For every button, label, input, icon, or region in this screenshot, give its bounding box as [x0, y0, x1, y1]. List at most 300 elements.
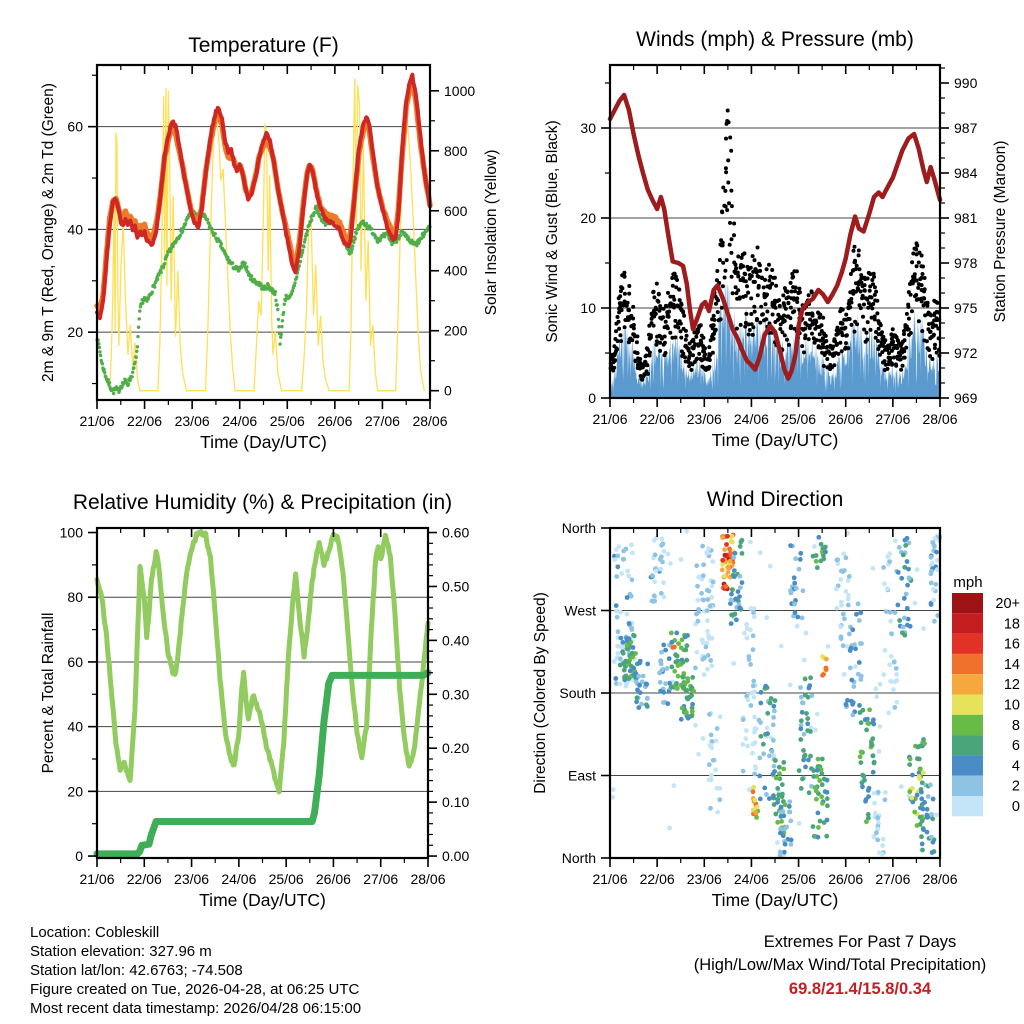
direction-dot [931, 598, 936, 603]
x-tick-label: 27/06 [875, 871, 911, 887]
gust-dot [734, 266, 738, 270]
direction-dot [622, 668, 627, 673]
x-tick-label: 27/06 [875, 411, 911, 427]
gust-dot [757, 286, 761, 290]
gust-dot [905, 312, 909, 316]
direction-dot [645, 696, 650, 701]
gust-dot [672, 298, 676, 302]
direction-dot [699, 591, 704, 596]
y-tick-label-right: 0.50 [442, 578, 470, 595]
direction-dot [708, 604, 713, 609]
direction-dot [769, 696, 774, 701]
gust-dot [743, 272, 747, 276]
direction-dot [734, 617, 739, 622]
dewpoint-dot [277, 325, 280, 328]
direction-dot [919, 834, 924, 839]
direction-dot [887, 551, 892, 556]
dewpoint-dot [282, 311, 285, 314]
rainfall-line [97, 673, 428, 854]
direction-dot [685, 676, 690, 681]
direction-dot [802, 732, 807, 737]
direction-dot [901, 553, 906, 558]
gust-dot [753, 310, 757, 314]
direction-dot [744, 622, 749, 627]
direction-dot [816, 825, 821, 830]
direction-dot [748, 540, 753, 545]
direction-dot [871, 753, 876, 758]
gust-dot [670, 276, 674, 280]
direction-dot [835, 558, 840, 563]
direction-dot [905, 583, 910, 588]
dir-tick-label: North [561, 520, 596, 536]
gust-dot [626, 301, 630, 305]
gust-dot [841, 308, 845, 312]
direction-dot [619, 571, 624, 576]
direction-dot [847, 574, 852, 579]
direction-dot [894, 666, 899, 671]
gust-dot [767, 279, 771, 283]
dewpoint-dot [112, 392, 115, 395]
direction-dot [684, 689, 689, 694]
direction-dot [621, 651, 626, 656]
x-tick-label: 26/06 [828, 411, 864, 427]
gust-dot [721, 243, 725, 247]
direction-dot [757, 718, 762, 723]
direction-dot [856, 601, 861, 606]
colorbar-swatch [952, 776, 983, 796]
direction-dot [852, 642, 857, 647]
direction-dot [883, 797, 888, 802]
footer-timestamp: Most recent data timestamp: 2026/04/28 06:15:00 [30, 1000, 362, 1017]
gust-dot [794, 286, 798, 290]
gust-dot [788, 316, 792, 320]
direction-dot [700, 638, 705, 643]
gust-dot [800, 344, 804, 348]
gust-dot [814, 319, 818, 323]
colorbar-label: 12 [1003, 677, 1020, 694]
gust-dot [821, 316, 825, 320]
direction-dot [902, 596, 907, 601]
gust-dot [915, 264, 919, 268]
gust-dot [824, 334, 828, 338]
direction-dot [733, 551, 738, 556]
direction-dot [799, 695, 804, 700]
direction-dot [749, 691, 754, 696]
direction-dot [741, 769, 746, 774]
direction-dot [752, 730, 757, 735]
gust-dot [773, 276, 777, 280]
gust-dot [866, 277, 870, 281]
y-tick-label-right: 0 [444, 382, 452, 399]
direction-dot [851, 684, 856, 689]
direction-dot [866, 794, 871, 799]
direction-dot [902, 565, 907, 570]
x-axis-title: Time (Day/UTC) [711, 890, 839, 910]
direction-dot [752, 798, 757, 803]
gust-dot [881, 335, 885, 339]
direction-dot [844, 702, 849, 707]
gust-dot [778, 304, 782, 308]
gust-dot [820, 323, 824, 327]
direction-dot [637, 661, 642, 666]
gust-dot [815, 338, 819, 342]
direction-dot [842, 616, 847, 621]
direction-dot [668, 561, 673, 566]
direction-dot [834, 587, 839, 592]
gust-dot [868, 289, 872, 293]
gust-dot [679, 329, 683, 333]
direction-dot [881, 672, 886, 677]
y-tick-label: 30 [580, 120, 596, 136]
dir-tick-label: West [564, 602, 596, 619]
direction-dot [726, 566, 731, 571]
direction-dot [614, 603, 619, 608]
gust-dot [910, 260, 914, 264]
gust-dot [871, 302, 875, 306]
panel-wind-direction [532, 488, 1020, 910]
direction-dot [787, 799, 792, 804]
direction-dot [901, 625, 906, 630]
direction-dot [624, 674, 629, 679]
x-tick-label: 23/06 [686, 411, 722, 427]
gust-dot [758, 269, 762, 273]
direction-dot [781, 767, 786, 772]
direction-dot [931, 840, 936, 845]
x-tick-label: 24/06 [221, 871, 257, 887]
dewpoint-dot [166, 253, 169, 256]
y-tick-label-right: 400 [444, 262, 468, 279]
gust-dot [932, 333, 936, 337]
x-tick-label: 23/06 [686, 871, 722, 887]
direction-dot [850, 627, 855, 632]
gust-dot [903, 338, 907, 342]
gust-dot [691, 338, 695, 342]
direction-dot [873, 811, 878, 816]
gust-dot [721, 284, 725, 288]
gust-dot [744, 312, 748, 316]
y-tick-label-right: 800 [444, 142, 468, 159]
direction-dot [798, 737, 803, 742]
gust-dot [929, 330, 933, 334]
extremes-subtitle: (High/Low/Max Wind/Total Precipitation) [693, 956, 987, 974]
direction-dot [718, 714, 723, 719]
x-tick-label: 25/06 [781, 411, 817, 427]
direction-dot [627, 621, 632, 626]
direction-dot [683, 648, 688, 653]
gust-dot [680, 303, 684, 307]
direction-dot [874, 830, 879, 835]
gust-dot [675, 304, 679, 308]
direction-dot [799, 718, 804, 723]
gust-dot [811, 314, 815, 318]
gust-dot [674, 275, 678, 279]
gust-dot [824, 339, 828, 343]
dewpoint-dot [308, 223, 311, 226]
direction-dot [645, 662, 650, 667]
direction-dot [722, 547, 727, 552]
x-tick-label: 22/06 [639, 411, 675, 427]
direction-dot [859, 641, 864, 646]
gust-dot [857, 253, 861, 257]
direction-dot [636, 674, 641, 679]
gust-dot [658, 349, 662, 353]
direction-dot [811, 824, 816, 829]
direction-dot [700, 544, 705, 549]
direction-dot [772, 764, 777, 769]
gust-dot [825, 357, 829, 361]
y-tick-label-right: 200 [444, 322, 468, 339]
direction-dot [652, 579, 657, 584]
direction-dot [752, 715, 757, 720]
gust-dot [774, 306, 778, 310]
dewpoint-dot [101, 362, 104, 365]
direction-dot [805, 716, 810, 721]
direction-dot [793, 556, 798, 561]
gust-dot [723, 269, 727, 273]
direction-dot [782, 850, 787, 855]
direction-dot [774, 776, 779, 781]
direction-dot [878, 682, 883, 687]
gust-dot [712, 323, 716, 327]
gust-dot [657, 292, 661, 296]
direction-dot [787, 809, 792, 814]
direction-dot [661, 580, 666, 585]
direction-dot [690, 675, 695, 680]
gust-dot [750, 274, 754, 278]
direction-dot [621, 557, 626, 562]
direction-dot [733, 597, 738, 602]
y-axis-title-right: Station Pressure (Maroon) [992, 140, 1009, 323]
direction-dot [797, 768, 802, 773]
direction-dot [920, 819, 925, 824]
direction-dot [779, 644, 784, 649]
gust-dot [612, 366, 616, 370]
direction-dot [845, 698, 850, 703]
direction-dot [736, 589, 741, 594]
direction-dot [877, 749, 882, 754]
gust-dot [853, 260, 857, 264]
direction-dot [887, 559, 892, 564]
gust-dot [859, 290, 863, 294]
gust-dot [635, 351, 639, 355]
direction-dot [876, 790, 881, 795]
direction-dot [788, 683, 793, 688]
direction-dot [908, 624, 913, 629]
gust-dot [724, 137, 728, 141]
direction-dot [658, 680, 663, 685]
gust-dot [879, 323, 883, 327]
dewpoint-dot [301, 249, 304, 252]
speed-colorbar [952, 574, 1020, 816]
gust-dot [728, 221, 732, 225]
gust-dot [652, 324, 656, 328]
gust-dot [724, 205, 728, 209]
direction-dot [761, 751, 766, 756]
direction-dot [745, 698, 750, 703]
dewpoint-dot [138, 317, 141, 320]
direction-dot [805, 721, 810, 726]
direction-dot [804, 631, 809, 636]
y-tick-label-right: 0.60 [442, 524, 470, 541]
gust-dot [697, 352, 701, 356]
direction-dot [707, 762, 712, 767]
direction-dot [912, 810, 917, 815]
direction-dot [870, 743, 875, 748]
direction-dot [857, 660, 862, 665]
direction-dot [929, 555, 934, 560]
footer-elevation: Station elevation: 327.96 m [30, 943, 212, 960]
colorbar-label: 10 [1003, 697, 1020, 714]
temperature-plot-area [95, 75, 431, 396]
direction-dot [882, 581, 887, 586]
x-tick-label: 23/06 [174, 871, 210, 887]
gust-dot [703, 352, 707, 356]
gust-dot [860, 296, 864, 300]
direction-dot [676, 663, 681, 668]
gust-dot [749, 266, 753, 270]
gust-dot [749, 312, 753, 316]
gust-dot [785, 338, 789, 342]
direction-dot [757, 756, 762, 761]
direction-dot [661, 643, 666, 648]
direction-dot [929, 835, 934, 840]
gust-dot [678, 298, 682, 302]
gust-dot [725, 208, 729, 212]
gust-dot [763, 278, 767, 282]
direction-dot [731, 555, 736, 560]
direction-dot [896, 570, 901, 575]
gust-dot [623, 292, 627, 296]
direction-dot [888, 619, 893, 624]
gust-dot [841, 322, 845, 326]
direction-dot [819, 542, 824, 547]
gust-dot [748, 328, 752, 332]
gust-dot [907, 327, 911, 331]
direction-dot [858, 710, 863, 715]
direction-dot [696, 752, 701, 757]
gust-dot [810, 332, 814, 336]
colorbar-swatch [952, 613, 983, 633]
dewpoint-dot [162, 265, 165, 268]
gust-dot [790, 290, 794, 294]
gust-dot [736, 288, 740, 292]
direction-dot [844, 589, 849, 594]
direction-dot [669, 685, 674, 690]
direction-dot [881, 837, 886, 842]
direction-dot [915, 823, 920, 828]
gust-dot [664, 351, 668, 355]
y-tick-label: 10 [580, 300, 596, 316]
gust-dot [789, 281, 793, 285]
gust-dot [756, 293, 760, 297]
direction-dot [728, 551, 733, 556]
gust-dot [849, 297, 853, 301]
direction-dot [765, 711, 770, 716]
gust-dot [707, 365, 711, 369]
x-tick-label: 22/06 [127, 413, 163, 429]
direction-dot [825, 778, 830, 783]
y-tick-label-right: 0.40 [442, 632, 470, 649]
panel-temperature [40, 34, 500, 452]
direction-dot [708, 743, 713, 748]
direction-dot [641, 674, 646, 679]
direction-dot [779, 814, 784, 819]
y-tick-label-right: 0.20 [442, 740, 470, 757]
direction-dot [672, 783, 677, 788]
gust-dot [843, 326, 847, 330]
direction-dot [707, 712, 712, 717]
y-tick-label-right: 969 [954, 390, 978, 406]
direction-dot [930, 850, 935, 855]
direction-dot [807, 683, 812, 688]
dewpoint-dot [135, 350, 138, 353]
direction-dot [674, 631, 679, 636]
gust-dot [852, 249, 856, 253]
direction-dot [848, 666, 853, 671]
direction-dot [729, 621, 734, 626]
x-tick-label: 27/06 [364, 413, 400, 429]
direction-dot [857, 703, 862, 708]
direction-dot [891, 687, 896, 692]
y-axis-title: Percent & Total Rainfall [40, 612, 57, 774]
colorbar-label: 0 [1011, 799, 1020, 815]
direction-dot [858, 610, 863, 615]
direction-dot [755, 805, 760, 810]
gust-dot [648, 351, 652, 355]
direction-dot [931, 587, 936, 592]
direction-dot [681, 675, 686, 680]
dewpoint-dot [370, 227, 373, 230]
gust-dot [909, 331, 913, 335]
direction-dot [800, 710, 805, 715]
gust-dot [866, 320, 870, 324]
gust-dot [652, 295, 656, 299]
gust-dot [677, 287, 681, 291]
direction-dot [694, 563, 699, 568]
direction-dot [695, 584, 700, 589]
direction-dot [720, 535, 725, 540]
direction-dot [714, 739, 719, 744]
direction-dot [771, 738, 776, 743]
direction-dot [667, 826, 672, 831]
gust-dot [745, 284, 749, 288]
direction-dot [817, 778, 822, 783]
direction-dot [634, 679, 639, 684]
gust-dot [901, 364, 905, 368]
direction-dot [718, 786, 723, 791]
direction-dot [657, 671, 662, 676]
direction-dot [780, 782, 785, 787]
gust-dot [732, 222, 736, 226]
direction-dot [625, 643, 630, 648]
extremes-title: Extremes For Past 7 Days [763, 933, 957, 951]
gust-dot [726, 158, 730, 162]
gust-dot [891, 327, 895, 331]
dewpoint-dot [133, 361, 136, 364]
x-axis-title: Time (Day/UTC) [200, 432, 327, 452]
direction-dot [872, 835, 877, 840]
direction-dot [729, 598, 734, 603]
direction-dot [913, 601, 918, 606]
direction-dot [615, 615, 620, 620]
direction-dot [863, 799, 868, 804]
direction-dot [892, 705, 897, 710]
gust-dot [666, 291, 670, 295]
dewpoint-dot [210, 227, 213, 230]
direction-dot [883, 648, 888, 653]
gust-dot [764, 317, 768, 321]
dewpoint-dot [352, 241, 355, 244]
